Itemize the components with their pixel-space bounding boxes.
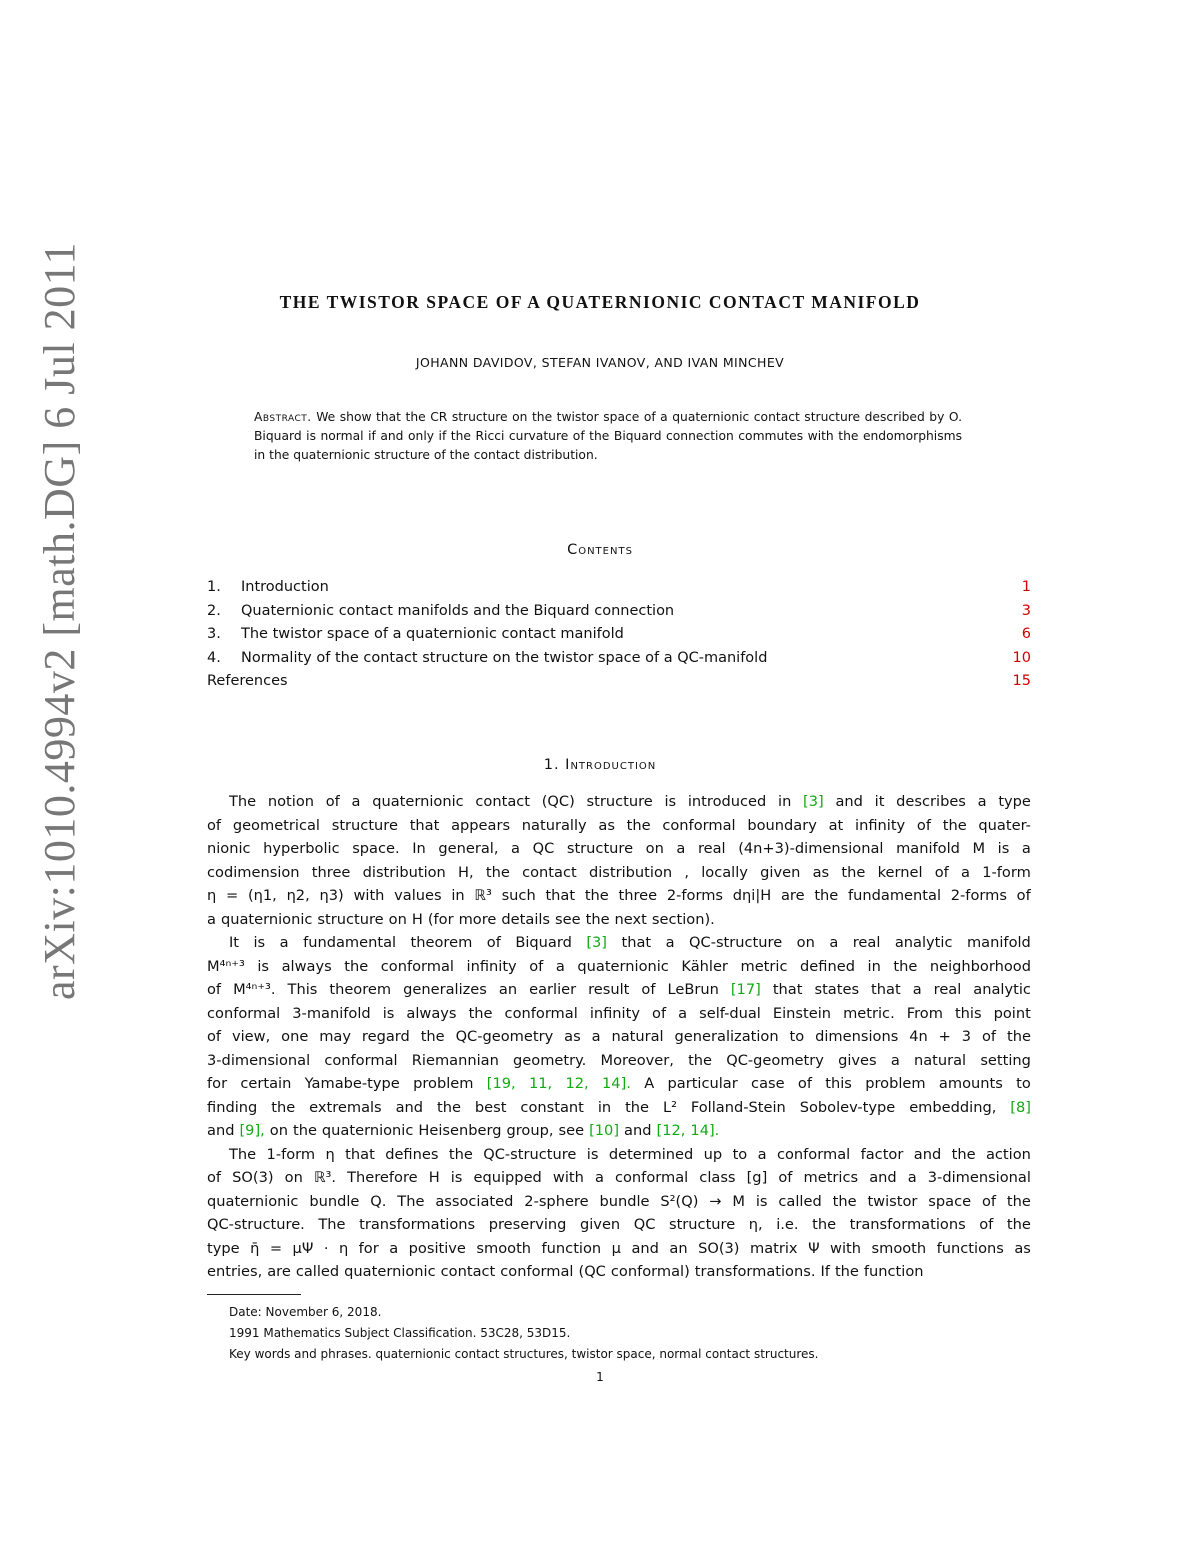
- toc-label: References: [207, 673, 288, 689]
- toc-label: Quaternionic contact manifolds and the Biquard connection: [241, 602, 675, 619]
- text-line: The 1-form η that defines the QC-structure is determined up to a conformal factor and the action: [229, 1145, 1031, 1163]
- toc-label: Normality of the contact structure on the twistor space of a QC-manifold: [241, 649, 768, 666]
- text-line: for certain Yamabe-type problem [19, 11, 12, 14]. A particular case of this problem amounts to: [207, 1075, 1031, 1092]
- toc-page-link[interactable]: 10: [1012, 649, 1031, 666]
- paper-title: THE TWISTOR SPACE OF A QUATERNIONIC CONTACT MANIFOLD: [279, 292, 921, 312]
- text-line: of geometrical structure that appears naturally as the conformal boundary at infinity of the quater-: [207, 816, 1031, 834]
- toc-label: Introduction: [241, 579, 329, 595]
- arxiv-identifier: arXiv:1010.4994v2 [math.DG] 6 Jul 2011: [35, 242, 84, 1000]
- footnote-rule: [207, 1294, 301, 1295]
- text-line: It is a fundamental theorem of Biquard [3] that a QC-structure on a real analytic manifold: [229, 934, 1031, 951]
- toc-number: 1.: [207, 579, 221, 595]
- section-number: 1.: [543, 757, 560, 773]
- toc-page-link[interactable]: 1: [1021, 579, 1031, 595]
- text-line: finding the extremals and the best constant in the L² Folland-Stein Sobolev-type embedding, [8]: [207, 1098, 1031, 1116]
- toc-entry-twistor-space[interactable]: [207, 623, 1031, 647]
- abstract: [254, 408, 962, 465]
- abstract-label: Abstract.: [254, 410, 312, 424]
- footnotes: [207, 1302, 1031, 1365]
- section-heading: [0, 757, 1200, 773]
- paper-authors: JOHANN DAVIDOV, STEFAN IVANOV, AND IVAN MINCHEV: [415, 355, 785, 370]
- text-line: η = (η1, η2, η3) with values in ℝ³ such that the three 2-forms dηi|H are the fundamental 2-forms of: [207, 887, 1031, 904]
- toc-entry-biquard-connection[interactable]: [207, 600, 1031, 624]
- toc-page-link[interactable]: 3: [1021, 602, 1031, 619]
- contents-heading: Contents: [567, 542, 633, 558]
- text-line: of view, one may regard the QC-geometry as a natural generalization to dimensions 4n + 3 of the: [207, 1028, 1031, 1045]
- text-line: codimension three distribution H, the contact distribution , locally given as the kernel of a 1-form: [207, 863, 1031, 881]
- footnote-msc: 1991 Mathematics Subject Classification. 53C28, 53D15.: [229, 1326, 571, 1340]
- toc-entry-normality[interactable]: [207, 647, 1031, 671]
- text-line: QC-structure. The transformations preserving given QC structure η, i.e. the transformations of the: [207, 1216, 1031, 1233]
- footnote-date: Date: November 6, 2018.: [229, 1305, 382, 1319]
- toc-entry-introduction[interactable]: [207, 576, 1031, 600]
- text-line: quaternionic bundle Q. The associated 2-sphere bundle S²(Q) → M is called the twistor space of the: [207, 1192, 1031, 1210]
- text-line: and [9], on the quaternionic Heisenberg group, see [10] and [12, 14].: [207, 1122, 720, 1139]
- body-text: [207, 790, 1031, 1284]
- abstract-text: We show that the CR structure on the twistor space of a quaternionic contact structure described by O. Biquard is normal if and only if the Ricci curvature of the Biquard connection commutes with the endomorphisms in the quaternionic structure of the contact distribution.: [254, 410, 962, 462]
- table-of-contents: [207, 576, 1031, 694]
- text-line: conformal 3-manifold is always the conformal infinity of a self-dual Einstein metric. From this point: [207, 1004, 1031, 1022]
- text-line: a quaternionic structure on H (for more details see the next section).: [207, 910, 715, 928]
- toc-number: 2.: [207, 602, 221, 619]
- page-number: 1: [596, 1370, 604, 1384]
- text-line: of M⁴ⁿ⁺³. This theorem generalizes an earlier result of LeBrun [17] that states that a real analytic: [207, 981, 1031, 998]
- toc-number: 3.: [207, 626, 221, 642]
- text-line: of SO(3) on ℝ³. Therefore H is equipped with a conformal class [g] of metrics and a 3-dimensional: [207, 1169, 1031, 1186]
- text-line: type η̄ = μΨ · η for a positive smooth function μ and an SO(3) matrix Ψ with smooth functions as: [207, 1239, 1031, 1257]
- toc-number: 4.: [207, 649, 221, 666]
- text-line: 3-dimensional conformal Riemannian geometry. Moreover, the QC-geometry gives a natural setting: [207, 1051, 1031, 1069]
- text-line: M⁴ⁿ⁺³ is always the conformal infinity of a quaternionic Kähler metric defined in the neighborhood: [207, 957, 1031, 975]
- text-line: entries, are called quaternionic contact conformal (QC conformal) transformations. If the function: [207, 1263, 924, 1280]
- text-line: The notion of a quaternionic contact (QC) structure is introduced in [3] and it describes a type: [229, 793, 1031, 810]
- footnote-keywords: Key words and phrases. quaternionic contact structures, twistor space, normal contact structures.: [229, 1347, 819, 1361]
- toc-page-link[interactable]: 15: [1012, 673, 1031, 689]
- text-line: nionic hyperbolic space. In general, a QC structure on a real (4n+3)-dimensional manifold M is a: [207, 840, 1031, 857]
- toc-label: The twistor space of a quaternionic contact manifold: [241, 626, 624, 642]
- section-title: Introduction: [565, 757, 657, 773]
- toc-page-link[interactable]: 6: [1021, 626, 1031, 642]
- toc-entry-references[interactable]: [207, 670, 1031, 694]
